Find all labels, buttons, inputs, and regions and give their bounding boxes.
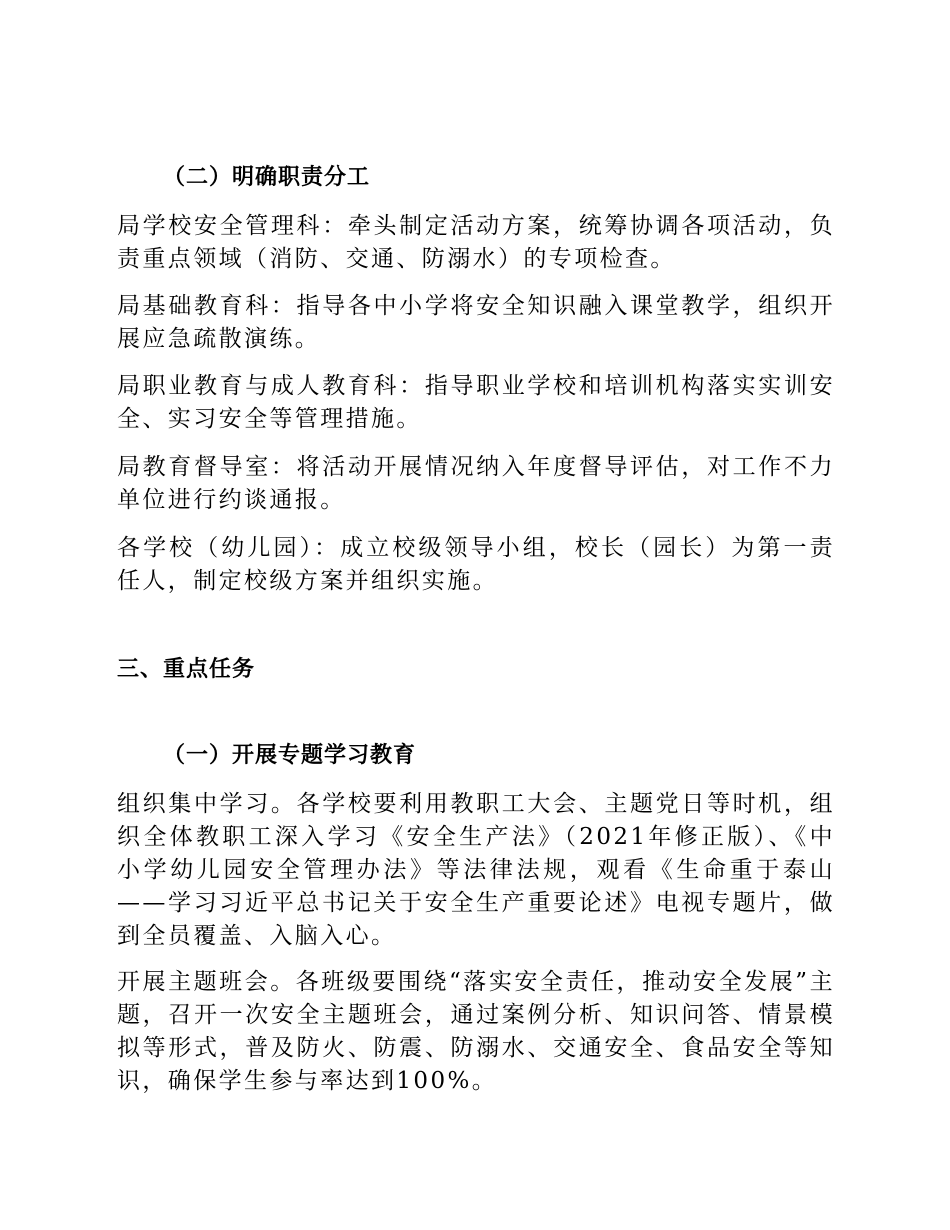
paragraph-text: 局基础教育科：指导各中小学将安全知识融入课堂教学，组织开展应急疏散演练。 xyxy=(117,293,835,352)
section-heading-key-tasks: 三、重点任务 xyxy=(117,657,256,682)
paragraph-schools-kindergartens xyxy=(117,532,835,598)
paragraph-text: 组织集中学习。各学校要利用教职工大会、主题党日等时机，组织全体教职工深入学习《安全生产法》（2021年修正版）、《中小学幼儿园安全管理办法》等法律法规，观看《生命重于泰山——学习习近平总书记关于安全生产重要论述》电视专题片，做到全员覆盖、入脑入心。 xyxy=(117,791,835,949)
paragraph-text: 开展主题班会。各班级要围绕“落实安全责任，推动安全发展”主题，召开一次安全主题班会，通过案例分析、知识问答、情景模拟等形式，普及防火、防震、防溺水、交通安全、食品安全等知识，确保学生参与率达到100%。 xyxy=(117,969,835,1094)
paragraph-theme-class-meeting xyxy=(117,966,835,1098)
paragraph-text: 局学校安全管理科：牵头制定活动方案，统筹协调各项活动，负责重点领域（消防、交通、防溺水）的专项检查。 xyxy=(117,213,835,272)
paragraph-safety-management-dept xyxy=(117,210,835,276)
paragraph-text: 局职业教育与成人教育科：指导职业学校和培训机构落实实训安全、实习安全等管理措施。 xyxy=(117,373,835,432)
paragraph-text: 局教育督导室：将活动开展情况纳入年度督导评估，对工作不力单位进行约谈通报。 xyxy=(117,454,835,513)
paragraph-education-supervision-office xyxy=(117,451,835,517)
paragraph-basic-education-dept xyxy=(117,290,835,356)
paragraph-vocational-education-dept xyxy=(117,370,835,436)
paragraph-text: 各学校（幼儿园）：成立校级领导小组，校长（园长）为第一责任人，制定校级方案并组织实施。 xyxy=(117,535,835,594)
paragraph-centralized-study xyxy=(117,788,835,953)
subheading-responsibilities: （二）明确职责分工 xyxy=(163,165,371,190)
subheading-thematic-study: （一）开展专题学习教育 xyxy=(163,743,417,768)
